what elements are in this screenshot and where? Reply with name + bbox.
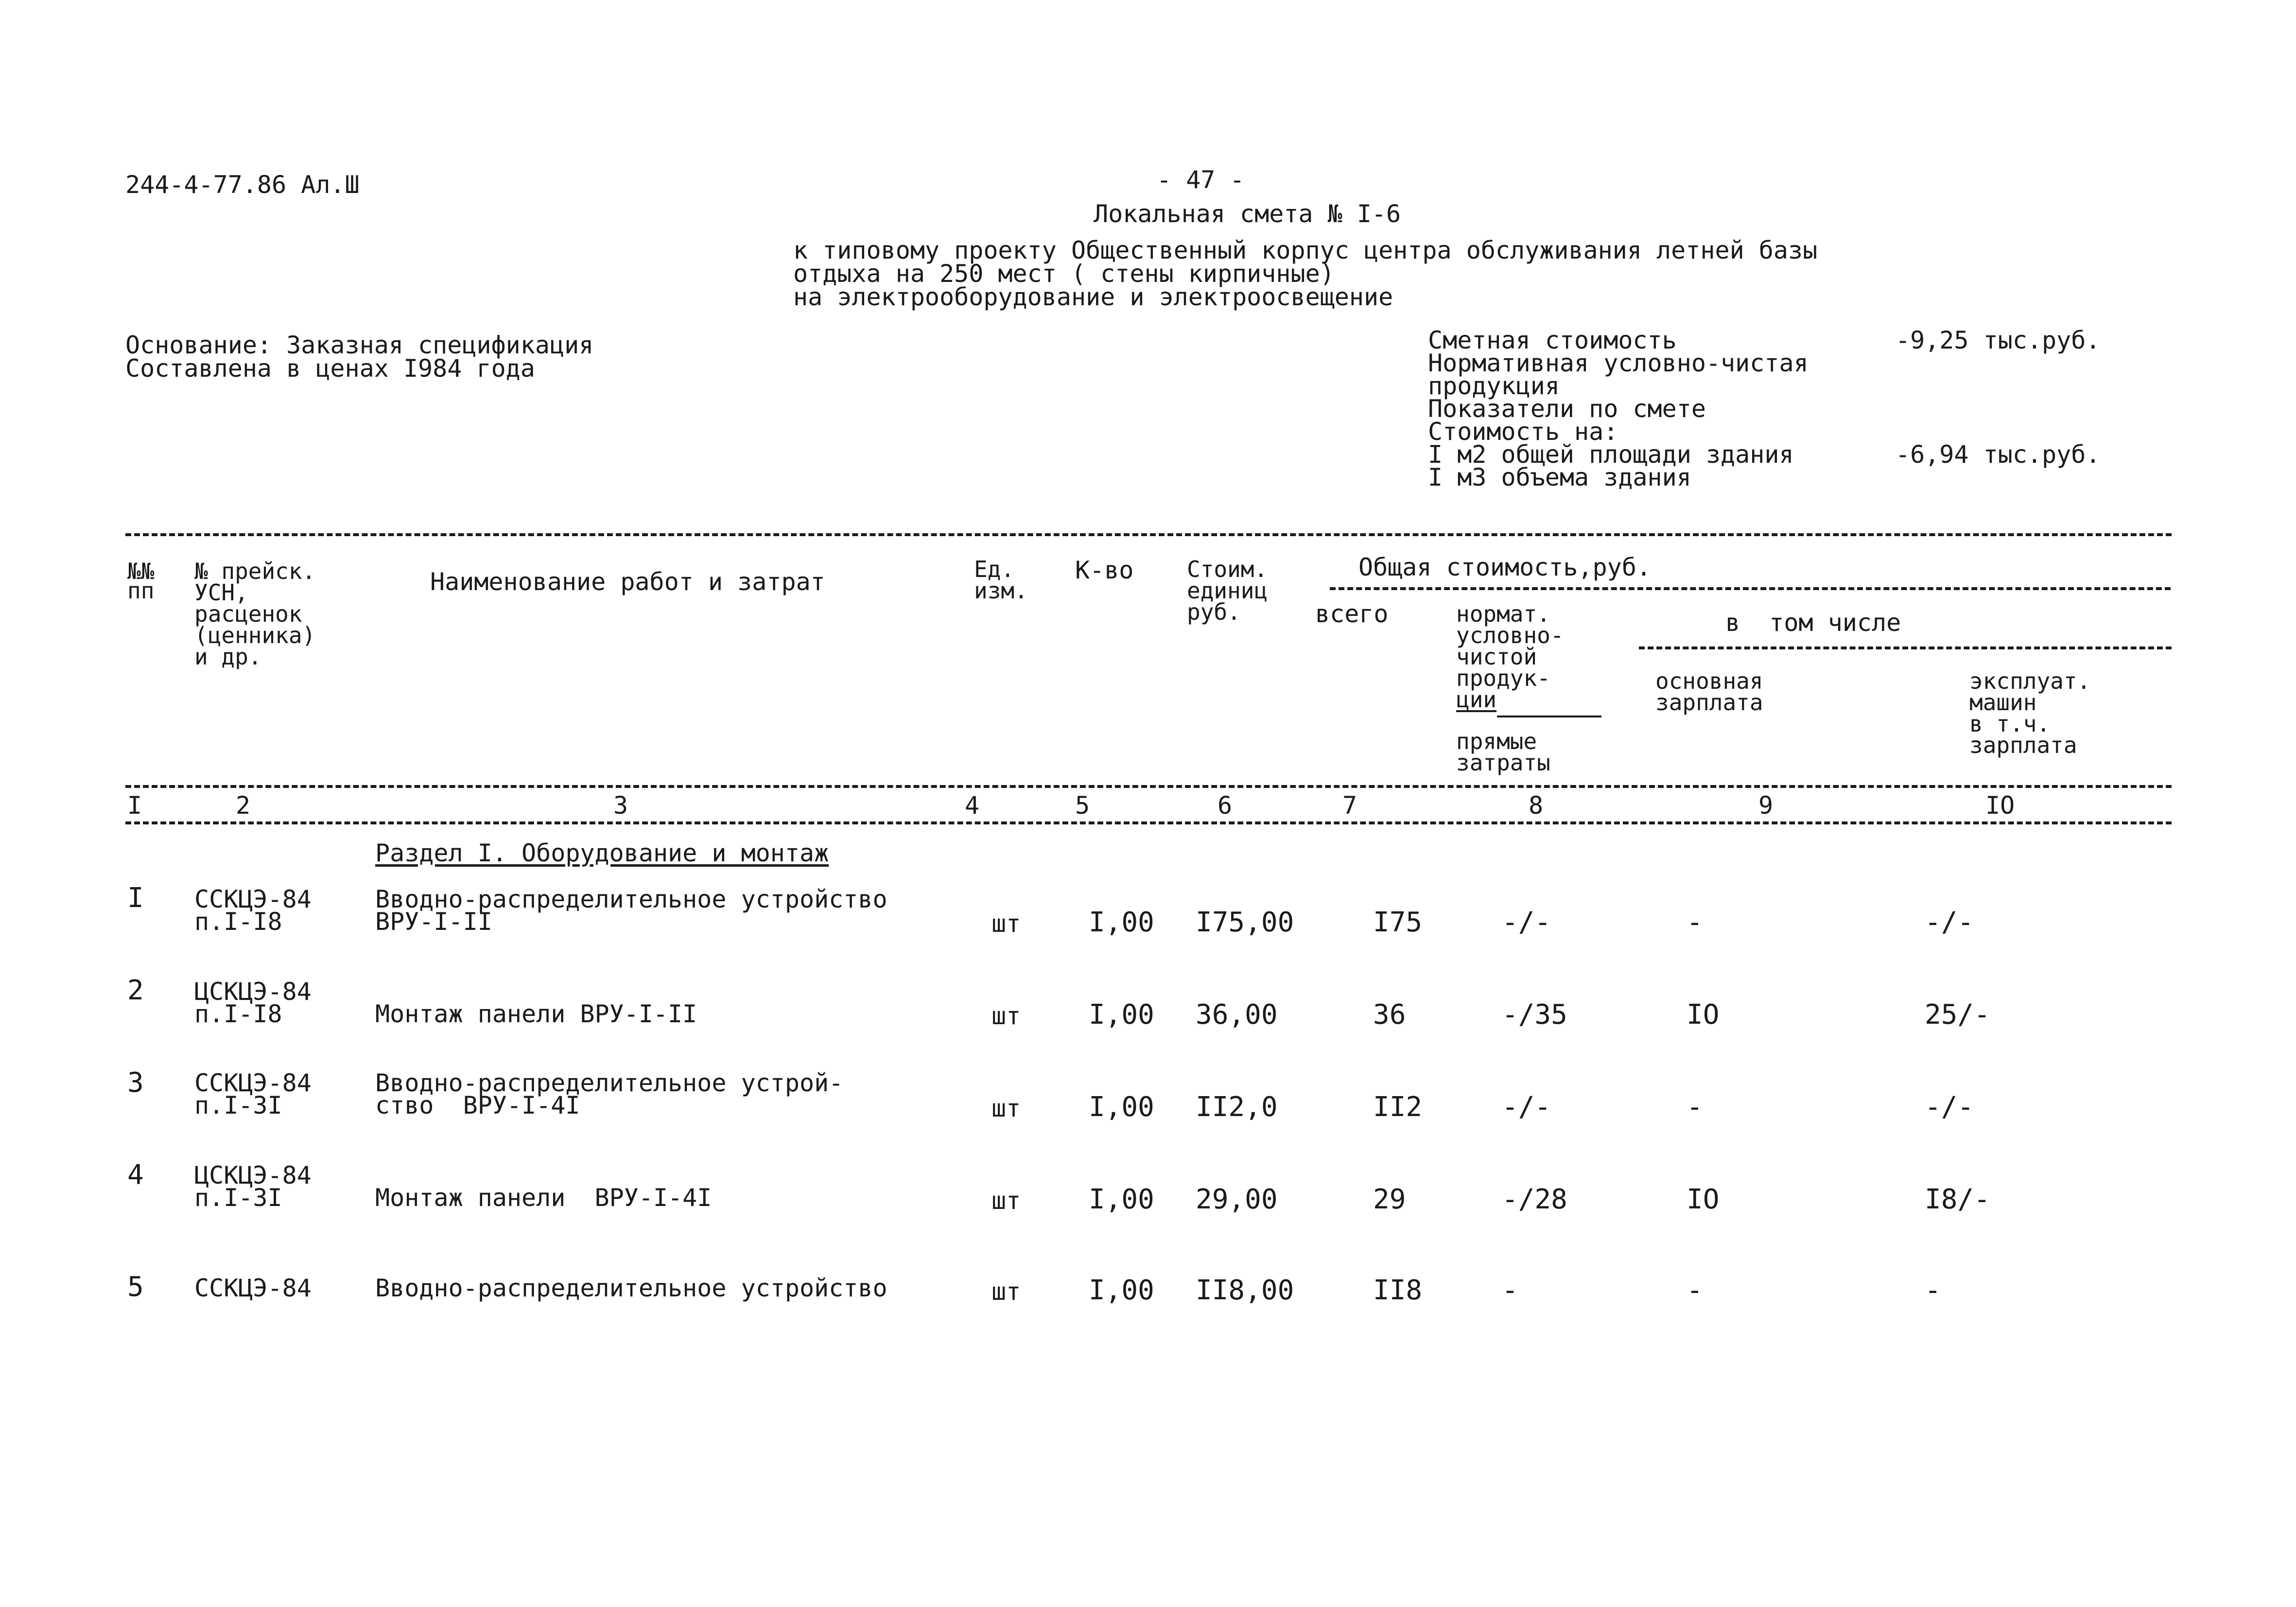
header-col8b: прямые <box>1456 728 1537 754</box>
row-code: п.I-3I <box>194 1184 282 1212</box>
row-price: II8,00 <box>1196 1275 1294 1306</box>
row-name: Монтаж панели ВРУ-I-II <box>375 1000 697 1028</box>
table-top-rule <box>125 533 2172 536</box>
row-total: I75 <box>1373 907 1423 938</box>
row-wages: - <box>1687 1275 1703 1306</box>
column-number: IO <box>1985 791 2015 820</box>
row-total: 36 <box>1373 999 1406 1031</box>
header-col7: всего <box>1315 600 1389 628</box>
header-col3: Наименование работ и затрат <box>430 568 825 596</box>
row-price: 36,00 <box>1196 999 1278 1031</box>
row-wages: IO <box>1687 1184 1720 1215</box>
row-code: ЦСКЦЭ-84 <box>194 1161 312 1189</box>
header-col2: УСН, <box>194 579 248 606</box>
estimated-cost-value: -9,25 тыс.руб. <box>1896 326 2101 354</box>
row-code: п.I-3I <box>194 1091 282 1119</box>
header-col6: руб. <box>1187 599 1241 625</box>
summary-line: Нормативная условно-чистая <box>1428 349 1809 377</box>
row-normative: -/- <box>1502 907 1551 938</box>
column-number: I <box>127 791 142 820</box>
column-number: 2 <box>236 791 251 820</box>
row-qty: I,00 <box>1089 1091 1154 1123</box>
row-qty: I,00 <box>1089 1184 1154 1215</box>
subtitle-line-2: отдыха на 250 мест ( стены кирпичные) <box>793 260 1335 288</box>
row-name: ВРУ-I-II <box>375 908 492 936</box>
subtitle-line-3: на электрооборудование и электроосвещение <box>793 283 1393 311</box>
row-qty: I,00 <box>1089 907 1154 938</box>
column-number: 4 <box>965 791 980 820</box>
header-col8: нормат. <box>1456 601 1550 627</box>
row-unit: шт <box>991 909 1021 938</box>
summary-line: Показатели по смете <box>1428 395 1706 423</box>
row-machines: -/- <box>1925 1091 1974 1123</box>
row-code: ССКЦЭ-84 <box>194 1274 312 1302</box>
row-price: I75,00 <box>1196 907 1294 938</box>
header-rule <box>1330 587 2171 590</box>
per-m2-value: -6,94 тыс.руб. <box>1896 440 2101 469</box>
row-wages: - <box>1687 907 1703 938</box>
subtitle-line-1: к типовому проекту Общественный корпус центра обслуживания летней базы <box>793 236 1818 264</box>
row-normative: -/35 <box>1502 999 1567 1031</box>
header-col8: продук- <box>1456 665 1550 691</box>
header-col4: изм. <box>974 577 1028 604</box>
document-code: 244-4-77.86 Ал.Ш <box>125 171 360 199</box>
row-machines: 25/- <box>1925 999 1990 1031</box>
summary-line: Сметная стоимость <box>1428 326 1677 354</box>
row-name: Вводно-распределительное устрой- <box>375 1069 844 1097</box>
section-title: Раздел I. Оборудование и монтаж <box>375 839 829 867</box>
column-number: 6 <box>1218 791 1233 820</box>
page-number: - 47 - <box>1157 166 1245 194</box>
row-code: ЦСКЦЭ-84 <box>194 978 312 1006</box>
header-col10: машин <box>1969 689 2037 716</box>
prices-text: Составлена в ценах I984 года <box>125 354 535 383</box>
row-wages: - <box>1687 1091 1703 1123</box>
row-normative: - <box>1502 1275 1518 1306</box>
column-number: 9 <box>1758 791 1774 820</box>
header-col9: основная <box>1655 668 1763 694</box>
row-name: Вводно-распределительное устройство <box>375 1274 887 1302</box>
header-col1: пп <box>127 577 155 604</box>
header-col4: Ед. <box>974 556 1015 582</box>
row-code: п.I-I8 <box>194 908 282 936</box>
header-total-cost: Общая стоимость,руб. <box>1358 553 1652 581</box>
column-number: 5 <box>1075 791 1090 820</box>
row-name: Монтаж панели ВРУ-I-4I <box>375 1184 712 1212</box>
row-unit: шт <box>991 1277 1021 1306</box>
row-total: 29 <box>1373 1184 1406 1215</box>
summary-line: I м3 объема здания <box>1428 463 1691 491</box>
header-col2: (ценника) <box>194 622 316 648</box>
row-normative: -/28 <box>1502 1184 1567 1215</box>
header-col8: условно- <box>1456 622 1564 648</box>
row-unit: шт <box>991 1094 1021 1122</box>
row-qty: I,00 <box>1089 1275 1154 1306</box>
header-including: в том числе <box>1725 609 1901 637</box>
basis-text: Основание: Заказная спецификация <box>125 331 594 359</box>
row-code: ССКЦЭ-84 <box>194 1069 312 1097</box>
header-col6: единиц <box>1187 577 1268 604</box>
summary-line: I м2 общей площади здания <box>1428 440 1794 469</box>
row-price: II2,0 <box>1196 1091 1278 1123</box>
header-col2: расценок <box>194 601 302 627</box>
row-wages: IO <box>1687 999 1720 1031</box>
row-qty: I,00 <box>1089 999 1154 1031</box>
header-rule <box>1639 646 2172 649</box>
header-col1: №№ <box>127 558 155 584</box>
row-price: 29,00 <box>1196 1184 1278 1215</box>
header-col9: зарплата <box>1655 689 1763 716</box>
row-normative: -/- <box>1502 1091 1551 1123</box>
row-code: п.I-I8 <box>194 1000 282 1028</box>
row-machines: - <box>1925 1275 1941 1306</box>
column-number: 8 <box>1529 791 1544 820</box>
summary-line: продукция <box>1428 372 1560 400</box>
row-machines: -/- <box>1925 907 1974 938</box>
header-col10: эксплуат. <box>1969 668 2091 694</box>
header-col8: ции <box>1456 686 1497 713</box>
row-number: 5 <box>127 1271 144 1303</box>
header-col2: № прейск. <box>194 558 316 584</box>
row-number: 3 <box>127 1067 144 1099</box>
column-number: 3 <box>613 791 628 820</box>
header-col5: К-во <box>1075 556 1134 584</box>
row-number: 4 <box>127 1159 144 1191</box>
column-number: 7 <box>1342 791 1357 820</box>
header-col10: зарплата <box>1969 732 2077 758</box>
header-col10: в т.ч. <box>1969 711 2051 737</box>
header-bottom-rule <box>125 785 2172 788</box>
column-numbers-rule <box>125 821 2172 824</box>
header-col8-underline <box>1497 716 1601 717</box>
header-col8: чистой <box>1456 644 1537 670</box>
row-total: II2 <box>1373 1091 1423 1123</box>
summary-line: Стоимость на: <box>1428 418 1618 446</box>
row-number: 2 <box>127 975 144 1006</box>
row-unit: шт <box>991 1002 1021 1030</box>
row-name: Вводно-распределительное устройство <box>375 885 887 913</box>
row-total: II8 <box>1373 1275 1423 1306</box>
row-unit: шт <box>991 1187 1021 1215</box>
header-col8b: затраты <box>1456 750 1550 776</box>
row-code: ССКЦЭ-84 <box>194 885 312 913</box>
estimate-title: Локальная смета № I-6 <box>1094 200 1401 228</box>
row-name: ство ВРУ-I-4I <box>375 1091 580 1119</box>
header-col2: и др. <box>194 644 262 670</box>
row-number: I <box>127 882 144 914</box>
header-col6: Стоим. <box>1187 556 1268 582</box>
row-machines: I8/- <box>1925 1184 1990 1215</box>
